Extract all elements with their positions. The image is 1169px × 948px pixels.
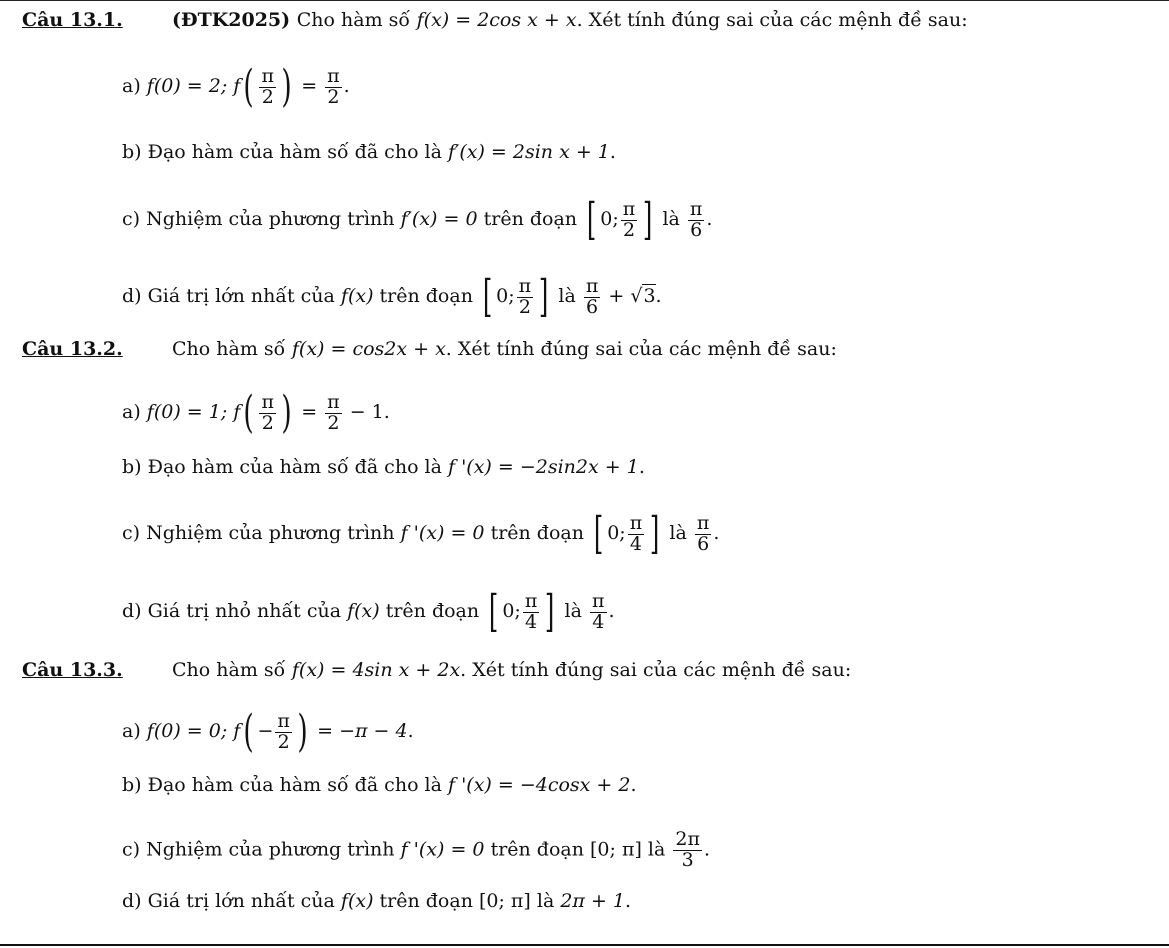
q1-item-c: c) Nghiệm của phương trình f′(x) = 0 trên đoạn [ 0; $\frac{\pi}{2}$ ] là $\frac{\pi}{6}$ . [122,194,713,245]
q2-item-a: a) f(0) = 1; f( $\frac{\pi}{2}$ ) = $\frac{\pi}{2}$ − 1. [122,387,390,438]
function-expr: f(x) = cos2x + x [291,338,446,360]
question-13-3-header: Câu 13.3. Cho hàm số f(x) = 4sin x + 2x. Xét tính đúng sai của các mệnh đề sau: [22,655,851,685]
q2-item-d: d) Giá trị nhỏ nhất của f(x) trên đoạn [ 0; $\frac{\pi}{4}$ ] là $\frac{\pi}{4}$ . [122,586,615,637]
function-expr: f(x) = 4sin x + 2x [291,659,461,681]
q1-item-a: a) f(0) = 2; f( $\frac{\pi}{2}$ ) = $\frac{\pi}{2}$ . [122,61,350,112]
q3-item-b: b) Đạo hàm của hàm số đã cho là f '(x) = −4cosx + 2. [122,774,637,796]
question-number: Câu 13.3. [22,659,123,681]
question-13-2-header: Câu 13.2. Cho hàm số f(x) = cos2x + x. Xét tính đúng sai của các mệnh đề sau: [22,334,837,364]
question-source: (ĐTK2025) [172,9,291,31]
q3-item-d: d) Giá trị lớn nhất của f(x) trên đoạn [0; π] là 2π + 1. [122,890,632,912]
question-number: Câu 13.1. [22,9,123,31]
q1-item-d: d) Giá trị lớn nhất của f(x) trên đoạn [ 0; $\frac{\pi}{2}$ ] là $\frac{\pi}{6}$ + √3. [122,271,662,322]
q2-item-b: b) Đạo hàm của hàm số đã cho là f '(x) = −2sin2x + 1. [122,456,645,478]
top-rule [0,0,1169,1]
question-13-1-header: Câu 13.1. (ĐTK2025) Cho hàm số f(x) = 2cos x + x. Xét tính đúng sai của các mệnh đề sau: [22,5,968,35]
q3-item-c: c) Nghiệm của phương trình f '(x) = 0 trên đoạn [0; π] là $\frac{2\pi}{3}$ . [122,828,710,871]
q3-item-a: a) f(0) = 0; f( − $\frac{\pi}{2}$ ) = −π − 4. [122,706,414,757]
function-expr: f(x) = 2cos x + x [416,9,577,31]
q1-item-b: b) Đạo hàm của hàm số đã cho là f′(x) = 2sin x + 1. [122,141,616,163]
bottom-rule [0,944,1169,946]
question-number: Câu 13.2. [22,338,123,360]
q2-item-c: c) Nghiệm của phương trình f '(x) = 0 trên đoạn [ 0; $\frac{\pi}{4}$ ] là $\frac{\pi}{6}$ . [122,508,720,559]
